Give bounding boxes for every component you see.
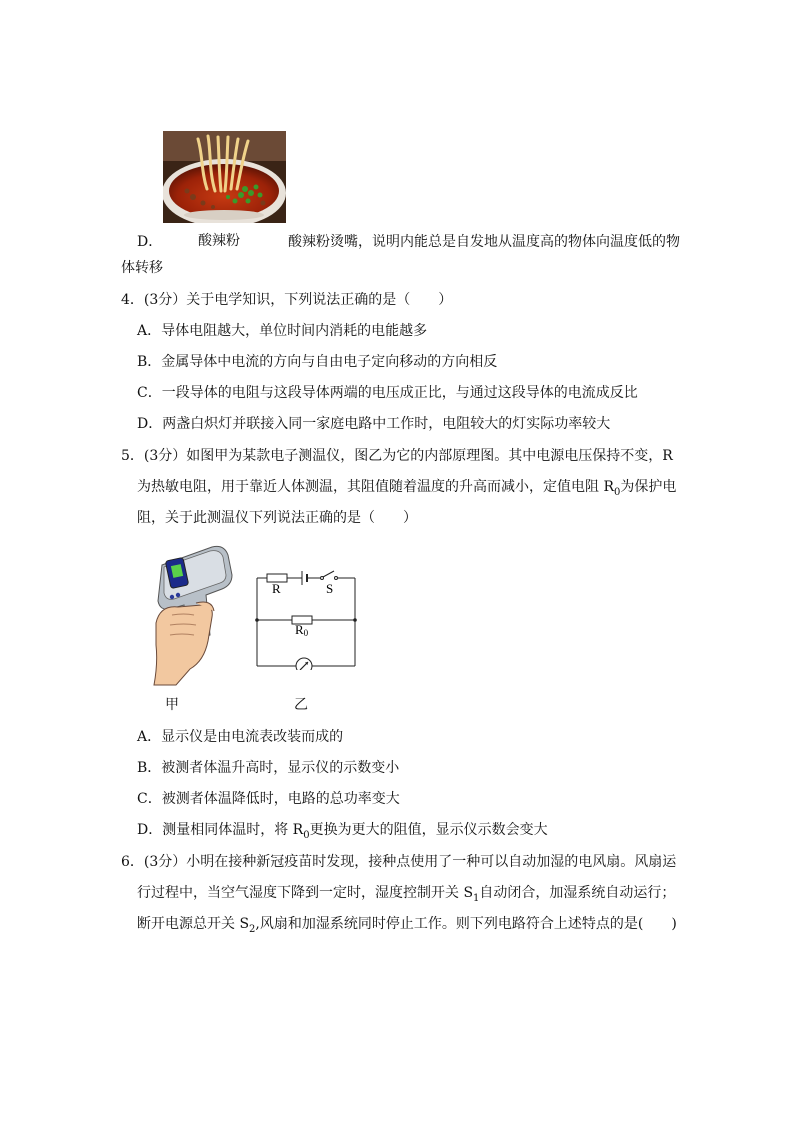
q6-stem-line2-text: 行过程中，当空气湿度下降到一定时，湿度控制开关 S (137, 885, 474, 901)
subscript: 2 (249, 923, 256, 935)
q6-stem-line3-tail: ,风扇和加湿系统同时停止工作。则下列电路符合上述特点的是( ) (255, 916, 677, 932)
q5-option-d-text: D．测量相同体温时，将 R (137, 822, 304, 838)
q5-stem-line2-text: 为热敏电阻，用于靠近人体测温，其阻值随着温度的升高而减小，定值电阻 R (137, 479, 614, 495)
q5-stem-line1: 5．(3分）如图甲为某款电子测温仪，图乙为它的内部原理图。其中电源电压保持不变，R (121, 448, 673, 464)
q5-option-d-tail: 更换为更大的阻值，显示仪示数会变大 (309, 822, 548, 838)
thermometer-figure (150, 545, 235, 687)
subscript: 0 (303, 829, 310, 841)
subscript: 1 (473, 892, 480, 904)
q5-option-b: B．被测者体温升高时，显示仪的示数变小 (137, 760, 400, 776)
q6-stem-line2-tail: 自动闭合，加湿系统自动运行； (479, 885, 676, 901)
q3-option-d-text-cont: 体转移 (121, 260, 163, 276)
q5-stem-line2 (137, 477, 676, 503)
bowl-of-noodles-icon (163, 131, 286, 223)
label-r0-main: R (295, 622, 304, 637)
q4-option-a: A．导体电阻越大，单位时间内消耗的电能越多 (137, 323, 428, 339)
figure-label-jia: 甲 (165, 697, 179, 713)
q6-stem-line3 (137, 914, 677, 940)
q5-option-c: C．被测者体温降低时，电路的总功率变大 (137, 791, 400, 807)
q5-stem-line3: 阻，关于此测温仪下列说法正确的是（ ） (137, 510, 417, 526)
q4-stem: 4．(3分）关于电学知识，下列说法正确的是（ ） (121, 292, 453, 308)
q5-option-d (137, 820, 548, 846)
label-r: R (272, 581, 281, 596)
label-s: S (326, 581, 334, 596)
figure-label-yi: 乙 (294, 697, 308, 713)
q4-option-b: B．金属导体中电流的方向与自由电子定向移动的方向相反 (137, 354, 498, 370)
q5-option-a: A．显示仪是由电流表改装而成的 (137, 729, 344, 745)
circuit-svg (252, 565, 362, 670)
q3-option-d-letter: D． (137, 234, 163, 250)
circuit-diagram (252, 565, 362, 670)
q6-stem-line1: 6．(3分）小明在接种新冠疫苗时发现，接种点使用了一种可以自动加湿的电风扇。风扇运 (121, 854, 677, 870)
label-r0-sub: 0 (303, 628, 309, 638)
q6-stem-line2 (137, 883, 675, 909)
subscript: 0 (614, 486, 621, 498)
q5-stem-line2-tail: 为保护电 (620, 479, 677, 495)
noodle-image (163, 131, 286, 223)
q3-option-d-text: 酸辣粉烫嘴，说明内能总是自发地从温度高的物体向温度低的物 (288, 234, 680, 250)
infrared-thermometer-icon (150, 545, 235, 687)
q4-option-c: C．一段导体的电阻与这段导体两端的电压成正比，与通过这段导体的电流成反比 (137, 385, 638, 401)
q6-stem-line3-text: 断开电源总开关 S (137, 916, 250, 932)
q4-option-d: D．两盏白炽灯并联接入同一家庭电路中工作时，电阻较大的灯实际功率较大 (137, 416, 611, 432)
image-caption: 酸辣粉 (198, 233, 240, 249)
